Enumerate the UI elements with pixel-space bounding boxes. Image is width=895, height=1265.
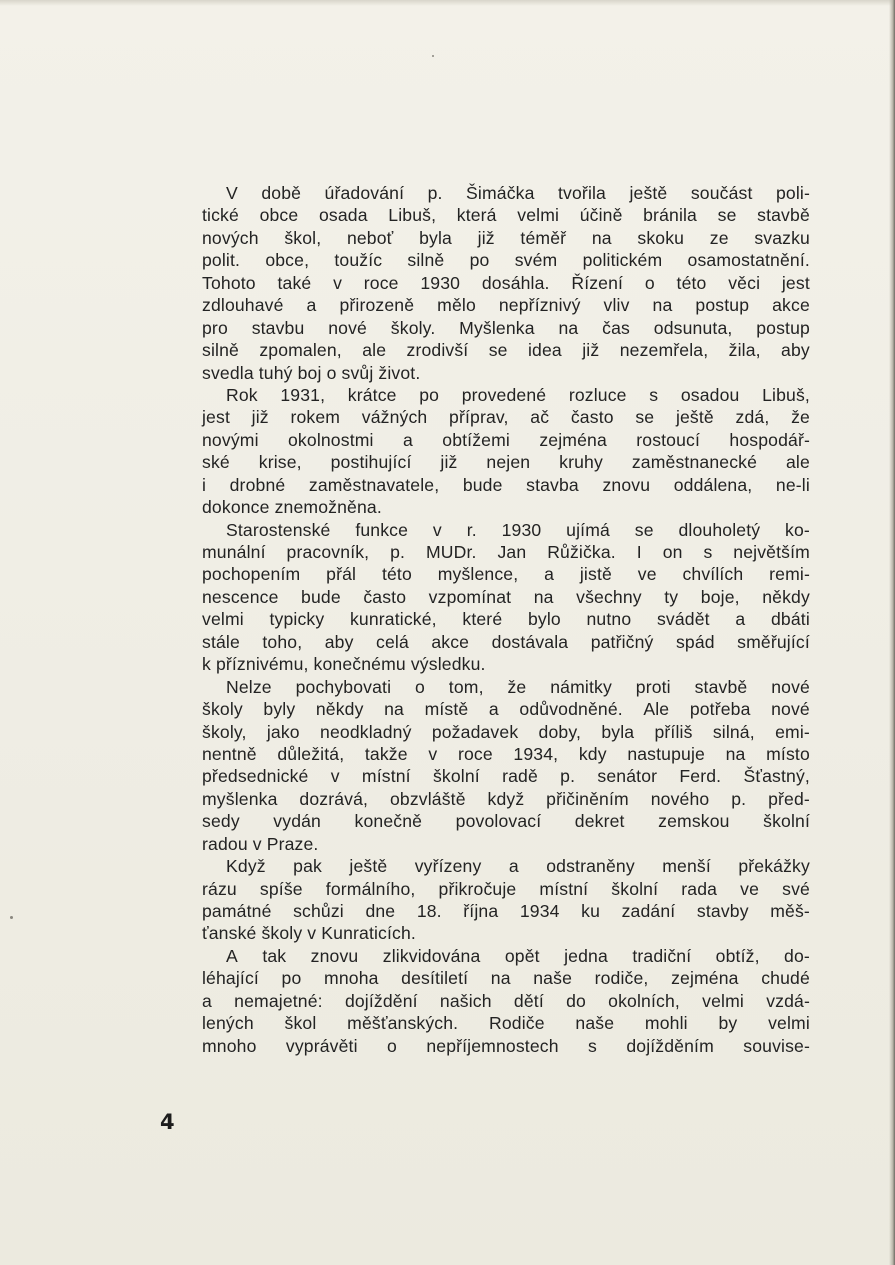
text-line: svedla tuhý boj o svůj život. [202, 362, 421, 383]
paper-speck [432, 55, 434, 57]
text-line: Rok 1931, krátce po provedené rozluce s osadou Libuš, [226, 384, 810, 405]
text-line: novými okolnostmi a obtížemi zejména rostoucí hospodář- [202, 429, 810, 450]
paragraph [202, 384, 810, 519]
text-line: léhající po mnoha desítiletí na naše rodiče, zejména chudé [202, 968, 810, 989]
text-line: nových škol, neboť byla již téměř na skoku ze svazku [202, 227, 810, 248]
paragraph [202, 855, 810, 945]
text-line: rázu spíše formálního, přikročuje místní školní rada ve své [202, 878, 810, 899]
text-line: munální pracovník, p. MUDr. Jan Růžička. I on s největším [202, 542, 810, 562]
text-line: myšlenka dozrává, obzvláště když přičiněním nového p. před- [202, 788, 810, 809]
text-line: mnoho vyprávěti o nepříjemnostech s dojížděním souvise- [202, 1035, 810, 1056]
page-right-edge [889, 0, 895, 1265]
text-line: ské krise, postihující již nejen kruhy zaměstnanecké ale [202, 452, 810, 473]
text-line: stále toho, aby celá akce dostávala patřičný spád směřující [202, 631, 810, 652]
text-line: Starostenské funkce v r. 1930 ujímá se dlouholetý ko- [226, 519, 810, 540]
body-text [202, 182, 810, 1057]
paper-speck [10, 916, 13, 919]
text-line: silně zpomalen, ale zrodivší se idea již nezemřela, žila, aby [202, 340, 810, 361]
text-line: Tohoto také v roce 1930 dosáhla. Řízení o této věci jest [202, 272, 810, 293]
text-line: i drobné zaměstnavatele, bude stavba znovu oddálena, ne-li [202, 474, 810, 495]
text-line: předsednické v místní školní radě p. senátor Ferd. Šťastný, [202, 766, 810, 787]
text-line: polit. obce, toužíc silně po svém politickém osamostatnění. [202, 250, 810, 271]
text-line: sedy vydán konečně povolovací dekret zemskou školní [202, 811, 810, 832]
paragraph [202, 676, 810, 856]
text-line: pro stavbu nové školy. Myšlenka na čas odsunuta, postup [202, 317, 810, 338]
text-line: ťanské školy v Kunraticích. [202, 923, 416, 944]
text-line: pochopením přál této myšlence, a jistě ve chvílích remi- [202, 564, 810, 585]
text-line: V době úřadování p. Šimáčka tvořila ještě součást poli- [226, 183, 810, 203]
paragraph [202, 945, 810, 1057]
text-line: dokonce znemožněna. [202, 497, 382, 518]
text-line: tické obce osada Libuš, která velmi účině bránila se stavbě [202, 205, 810, 226]
text-line: a nemajetné: dojíždění našich dětí do okolních, velmi vzdá- [202, 990, 810, 1011]
text-line: nescence bude často vzpomínat na všechny ty boje, někdy [202, 586, 810, 607]
text-line: radou v Praze. [202, 833, 319, 854]
paragraph [202, 182, 810, 384]
text-line: A tak znovu zlikvidována opět jedna tradiční obtíž, do- [226, 945, 810, 966]
text-line: k příznivému, konečnému výsledku. [202, 654, 486, 675]
text-line: velmi typicky kunratické, které bylo nutno svádět a dbáti [202, 609, 810, 630]
text-line: školy byly někdy na místě a odůvodněné. Ale potřeba nové [202, 699, 810, 720]
text-line: lených škol měšťanských. Rodiče naše mohli by velmi [202, 1013, 810, 1034]
page-top-edge [0, 0, 895, 6]
paragraph [202, 519, 810, 676]
text-line: nentně důležitá, takže v roce 1934, kdy nastupuje na místo [202, 743, 810, 764]
text-line: jest již rokem vážných příprav, ač často se ještě zdá, že [202, 407, 810, 428]
page-number: 4 [160, 1110, 175, 1134]
text-line: zdlouhavé a přirozeně mělo nepříznivý vliv na postup akce [202, 295, 810, 316]
text-line: Nelze pochybovati o tom, že námitky proti stavbě nové [226, 676, 810, 697]
text-line: Když pak ještě vyřízeny a odstraněny menší překážky [226, 856, 810, 877]
text-line: školy, jako neodkladný požadavek doby, byla příliš silná, emi- [202, 721, 810, 742]
text-line: památné schůzi dne 18. října 1934 ku zadání stavby měš- [202, 901, 810, 921]
